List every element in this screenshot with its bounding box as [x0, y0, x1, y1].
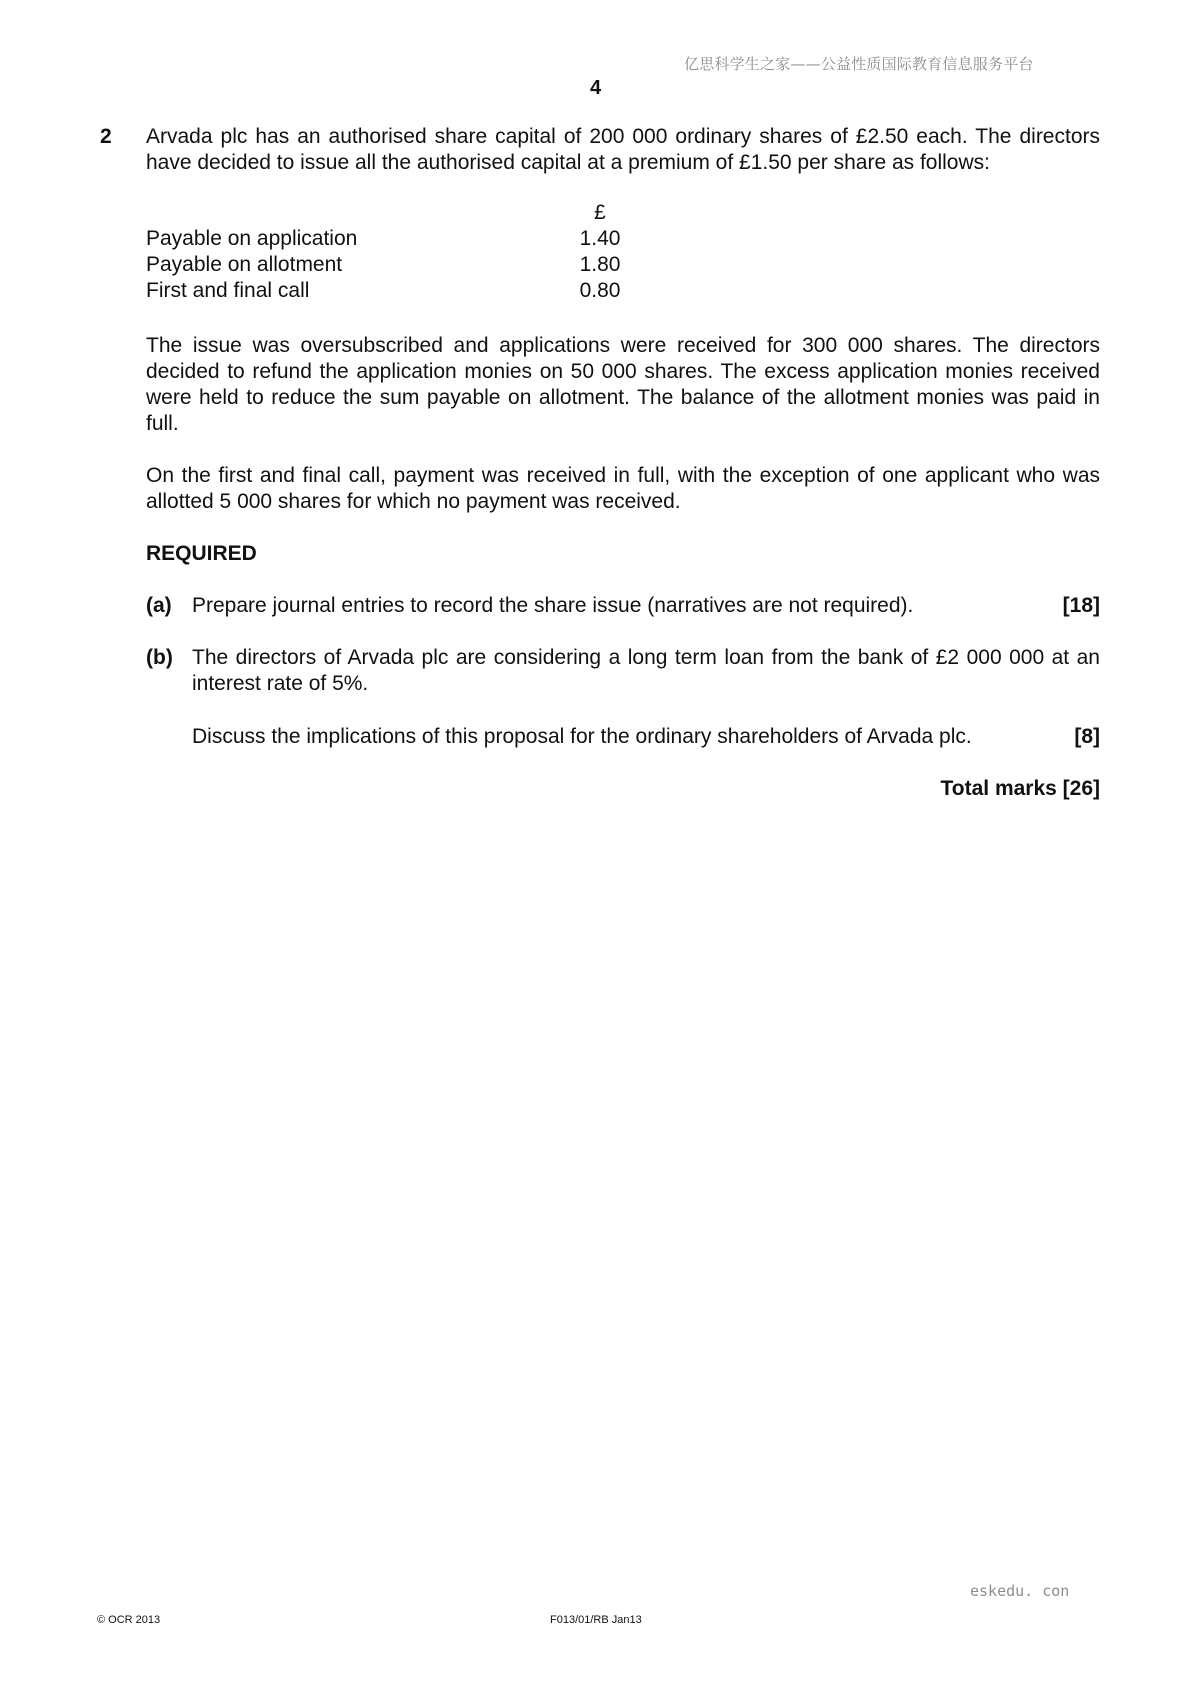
table-row-label: Payable on application: [146, 227, 358, 250]
table-row-value: 0.80: [579, 279, 621, 302]
table-row-value: 1.80: [579, 253, 621, 276]
table-row-value: 1.40: [579, 227, 621, 250]
part-b-marks: [8]: [1074, 725, 1100, 748]
question-number: 2: [100, 125, 112, 148]
part-a-marks: [18]: [1062, 594, 1100, 617]
part-b-label: (b): [146, 646, 173, 669]
part-b-text: The directors of Arvada plc are considering a long term loan from the bank of £2 000 000 at an interest rate of 5%.: [192, 646, 1100, 695]
table-row-label: Payable on allotment: [146, 253, 343, 276]
part-a-text: Prepare journal entries to record the share issue (narratives are not required).: [192, 594, 914, 617]
footer-copyright: © OCR 2013: [97, 1614, 161, 1626]
question-paragraph: On the first and final call, payment was received in full, with the exception of one applicant who was allotted 5 000 shares for which no payment was received.: [146, 464, 1100, 513]
part-a-label: (a): [146, 594, 172, 617]
table-row-label: First and final call: [146, 279, 310, 302]
question-paragraph: The issue was oversubscribed and applications were received for 300 000 shares. The directors decided to refund the application monies on 50 000 shares. The excess application monies received were held to reduce the sum payable on allotment. The balance of the allotment monies was paid in full.: [146, 334, 1100, 435]
table-currency-header: £: [594, 201, 606, 224]
total-marks: Total marks [26]: [940, 777, 1100, 800]
footer-document-code: F013/01/RB Jan13: [550, 1614, 642, 1626]
question-intro: Arvada plc has an authorised share capital of 200 000 ordinary shares of £2.50 each. The directors have decided to issue all the authorised capital at a premium of £1.50 per share as follows:: [146, 125, 1100, 174]
part-b-discussion-text: Discuss the implications of this proposal for the ordinary shareholders of Arvada plc.: [192, 725, 972, 748]
header-watermark: 亿思科学生之家——公益性质国际教育信息服务平台: [684, 55, 1034, 73]
footer-watermark: eskedu. con: [970, 1582, 1070, 1600]
page-number: 4: [589, 77, 602, 99]
required-heading: REQUIRED: [146, 542, 257, 565]
